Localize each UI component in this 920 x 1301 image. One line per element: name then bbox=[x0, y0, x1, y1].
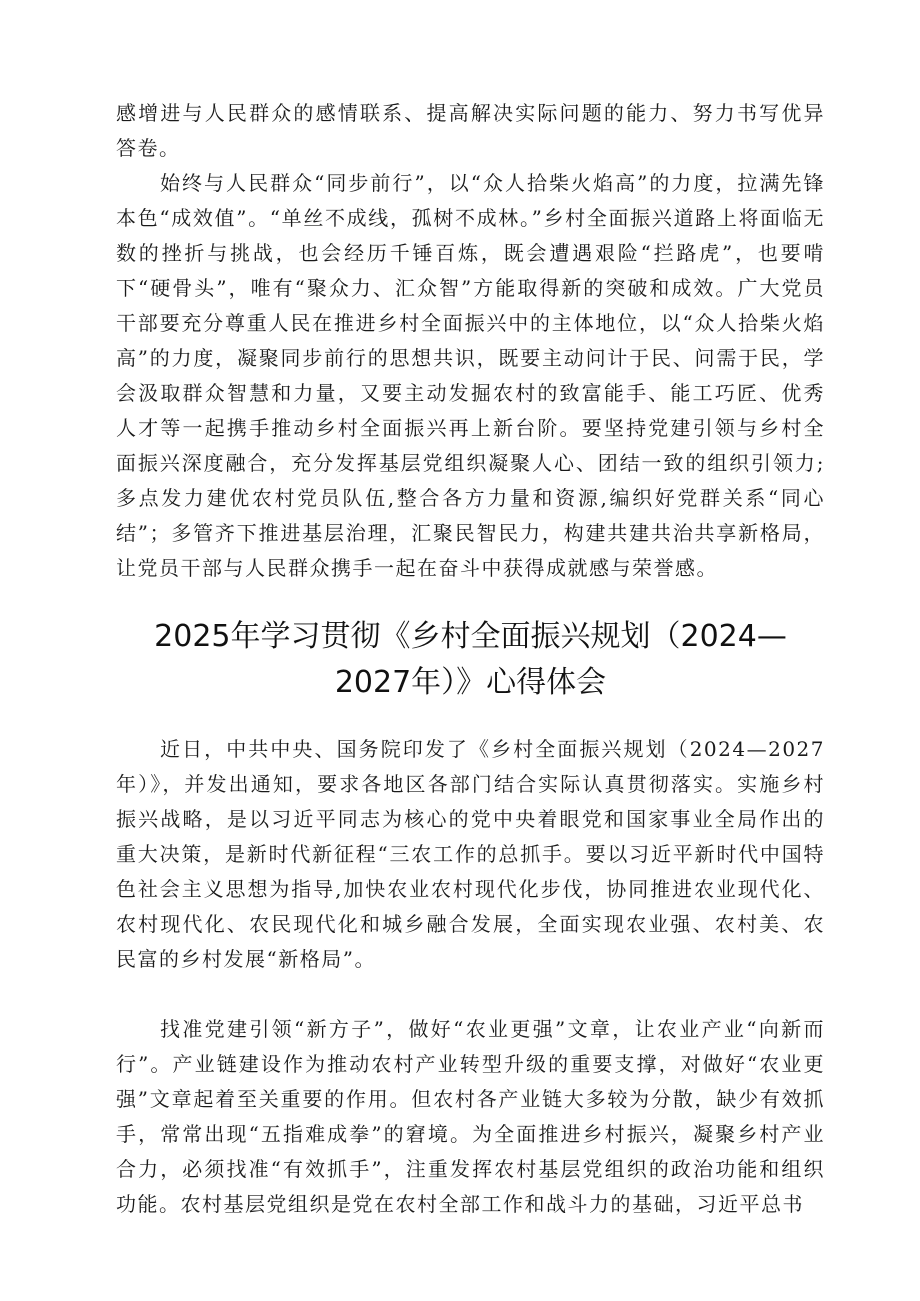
body-paragraph: 近日，中共中央、国务院印发了《乡村全面振兴规划（2024—2027年）》，并发出通知，要求各地区各部门结合实际认真贯彻落实。实施乡村振兴战略，是以习近平同志为核心的党中央着眼党和国家事业全局作出的重大决策，是新时代新征程“三农工作的总抓手。要以习近平新时代中国特色社会主义思想为指导,加快农业农村现代化步伐，协同推进农业现代化、农村现代化、农民现代化和城乡融合发展，全面实现农业强、农村美、农民富的乡村发展“新格局”。 bbox=[116, 737, 825, 971]
body-paragraph: 找准党建引领“新方子”，做好“农业更强”文章，让农业产业“向新而行”。产业链建设作为推动农村产业转型升级的重要支撑，对做好“农业更强”文章起着至关重要的作用。但农村各产业链大多较为分散，缺少有效抓手，常常出现“五指难成拳”的窘境。为全面推进乡村振兴，凝聚乡村产业合力，必须找准“有效抓手”，注重发挥农村基层党组织的政治功能和组织功能。农村基层党组织是党在农村全部工作和战斗力的基础，习近平总书 bbox=[116, 1017, 825, 1216]
body-paragraph: 始终与人民群众“同步前行”，以“众人拾柴火焰高”的力度，拉满先锋本色“成效值”。“单丝不成线，孤树不成林。”乡村全面振兴道路上将面临无数的挫折与挑战，也会经历千锤百炼，既会遭遇艰险“拦路虎”，也要啃下“硬骨头”，唯有“聚众力、汇众智”方能取得新的突破和成效。广大党员干部要充分尊重人民在推进乡村全面振兴中的主体地位，以“众人拾柴火焰高”的力度，凝聚同步前行的思想共识，既要主动问计于民、问需于民，学会汲取群众智慧和力量，又要主动发掘农村的致富能手、能工巧匠、优秀人才等一起携手推动乡村全面振兴再上新台阶。要坚持党建引领与乡村全面振兴深度融合，充分发挥基层党组织凝聚人心、团结一致的组织引领力;多点发力建优农村党员队伍,整合各方力量和资源,编织好党群关系“同心结”；多管齐下推进基层治理，汇聚民智民力，构建共建共治共享新格局，让党员干部与人民群众携手一起在奋斗中获得成就感与荣誉感。 bbox=[116, 171, 825, 580]
paragraph-spacer bbox=[116, 977, 825, 1012]
body-paragraph: 感增进与人民群众的感情联系、提高解决实际问题的能力、努力书写优异答卷。 bbox=[116, 101, 825, 160]
article-title: 2025年学习贯彻《乡村全面振兴规划（2024—2027年）》心得体会 bbox=[154, 619, 787, 700]
